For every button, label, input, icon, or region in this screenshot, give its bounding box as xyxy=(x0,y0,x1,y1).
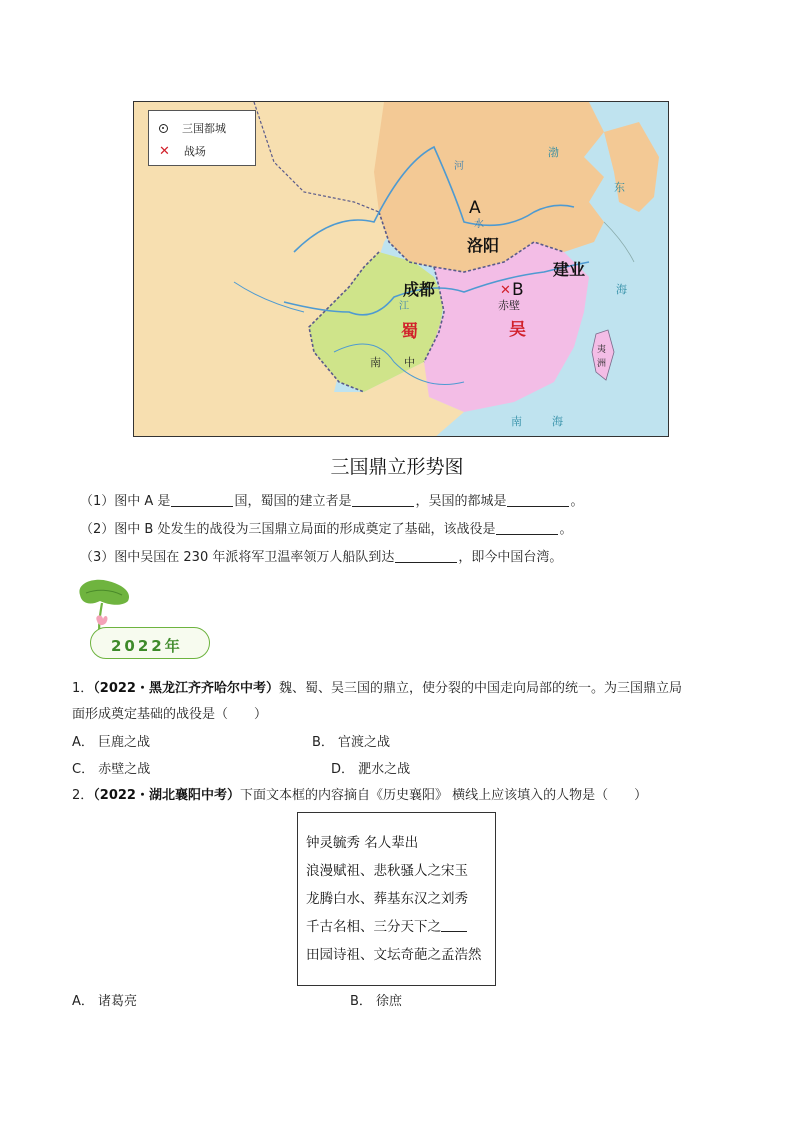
legend-capital-label: 三国都城 xyxy=(182,122,226,135)
red-cross-icon: ✕ xyxy=(159,143,170,159)
point-a-label: A xyxy=(469,198,481,218)
chibi-label: 赤壁 xyxy=(498,299,520,312)
question-1 xyxy=(80,490,583,509)
quote-line-3: 龙腾白水、葬基东汉之刘秀 xyxy=(306,891,468,907)
nanhai-label-2: 海 xyxy=(552,415,563,428)
q1-text-part1: （1）图中 A 是 xyxy=(80,494,171,509)
shu-label: 蜀 xyxy=(401,322,418,342)
donghai-label-1: 东 xyxy=(614,181,625,194)
mc2-question-line xyxy=(72,784,647,803)
mc1-option-b[interactable]: B． 官渡之战 xyxy=(312,735,391,750)
mc1-source: （2022・黑龙江齐齐哈尔中考） xyxy=(93,681,279,696)
mc1-number: 1． xyxy=(72,681,94,696)
nanzhong-label-1: 南 xyxy=(370,356,381,369)
quote-line-1: 钟灵毓秀 名人辈出 xyxy=(306,835,419,851)
mc1-option-d[interactable]: D． 淝水之战 xyxy=(331,762,411,777)
jianye-label: 建业 xyxy=(553,260,586,279)
bohai-label: 渤 xyxy=(548,146,559,159)
capital-circle-icon xyxy=(159,124,168,133)
mc1-text-line2: 面形成奠定基础的战役是（ ） xyxy=(72,707,268,722)
river-jiang-label: 江 xyxy=(399,301,409,312)
mc1-text-line1: 魏、蜀、吴三国的鼎立，使分裂的中国走向局部的统一。为三国鼎立局 xyxy=(278,681,682,696)
q3-blank-1[interactable] xyxy=(395,550,457,563)
q2-text-part2: 。 xyxy=(559,522,573,537)
donghai-label-2: 海 xyxy=(616,283,627,296)
mc2-option-b[interactable]: B． 徐庶 xyxy=(350,994,403,1009)
map-legend xyxy=(148,110,256,166)
river-he-label: 河 xyxy=(454,161,464,172)
point-b-label: B xyxy=(512,280,524,300)
mc2-number: 2． xyxy=(72,788,94,803)
quote-blank xyxy=(441,919,467,932)
mc1-question-line1 xyxy=(72,677,682,696)
q2-text-part1: （2）图中 B 处发生的战役为三国鼎立局面的形成奠定了基础，该战役是 xyxy=(80,522,496,537)
mc2-option-a[interactable]: A． 诸葛亮 xyxy=(72,994,138,1009)
question-3 xyxy=(80,546,562,565)
quote-line-5: 田园诗祖、文坛奇葩之孟浩然 xyxy=(306,947,482,963)
river-shui-label: 水 xyxy=(474,219,484,230)
nanhai-label-1: 南 xyxy=(511,415,522,428)
chibi-battle-icon: ✕ xyxy=(500,283,511,298)
mc1-option-c[interactable]: C． 赤壁之战 xyxy=(72,762,151,777)
chengdu-label: 成都 xyxy=(403,280,436,299)
q2-blank-1[interactable] xyxy=(496,522,558,535)
quote-textbox xyxy=(297,812,496,986)
mc2-text: 下面文本框的内容摘自《历史襄阳》 横线上应该填入的人物是（ ） xyxy=(239,788,648,803)
question-2 xyxy=(80,518,572,537)
yizhou-label-2: 洲 xyxy=(597,359,607,369)
year-badge xyxy=(90,627,210,659)
mc2-source: （2022・湖北襄阳中考） xyxy=(93,788,240,803)
quote-line-4-text: 千古名相、三分天下之 xyxy=(306,919,441,935)
map-title: 三国鼎立形势图 xyxy=(330,456,464,478)
legend-battle-label: 战场 xyxy=(183,145,206,158)
q1-text-part2: 国，蜀国的建立者是 xyxy=(234,494,352,509)
legend-battle-row xyxy=(159,143,206,159)
luoyang-label: 洛阳 xyxy=(467,236,500,255)
q1-text-part4: 。 xyxy=(570,494,584,509)
q1-blank-3[interactable] xyxy=(507,494,569,507)
q3-text-part2: ，即今中国台湾。 xyxy=(458,550,563,565)
q1-text-part3: ，吴国的都城是 xyxy=(415,494,507,509)
q1-blank-1[interactable] xyxy=(171,494,233,507)
mc1-option-a[interactable]: A． 巨鹿之战 xyxy=(72,735,151,750)
yizhou-label-1: 夷 xyxy=(597,345,607,355)
q3-text-part1: （3）图中吴国在 230 年派将军卫温率领万人船队到达 xyxy=(80,550,395,565)
year-label: 2022年 xyxy=(111,637,183,655)
q1-blank-2[interactable] xyxy=(352,494,414,507)
quote-line-4 xyxy=(306,915,467,935)
legend-capital-row xyxy=(159,120,226,136)
wu-label: 吴 xyxy=(509,320,526,340)
nanzhong-label-2: 中 xyxy=(404,356,415,369)
three-kingdoms-map xyxy=(133,101,669,437)
quote-line-2: 浪漫赋祖、悲秋骚人之宋玉 xyxy=(306,863,468,879)
